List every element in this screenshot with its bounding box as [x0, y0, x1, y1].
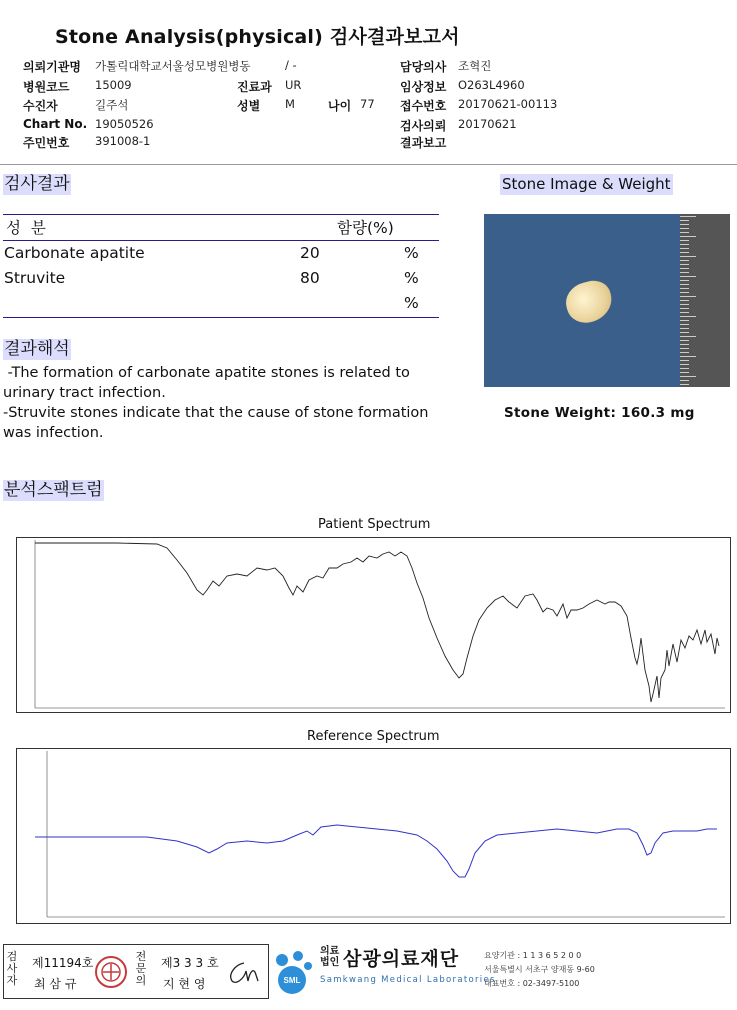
- header-divider: [0, 164, 737, 165]
- ruler-tick: [680, 344, 689, 345]
- amount-column-header: 함량(%): [337, 219, 394, 237]
- ruler-tick: [680, 368, 689, 369]
- sex-label: 성별: [237, 99, 261, 113]
- resident-no-value: 391008-1: [95, 134, 151, 148]
- ruler-tick: [680, 312, 689, 313]
- patient-spectrum-title: Patient Spectrum: [318, 517, 431, 532]
- component-unit: %: [404, 294, 419, 312]
- foundation-name: 삼광의료재단: [343, 948, 460, 970]
- ruler-tick: [680, 296, 696, 297]
- ruler-tick: [680, 380, 689, 381]
- ruler-tick: [680, 220, 689, 221]
- stone-specimen: [562, 277, 617, 328]
- specialist-name: 지 현 영: [163, 977, 206, 991]
- chart-no-label: Chart No.: [23, 117, 88, 131]
- ruler-tick: [680, 236, 696, 237]
- inspector-seal: [93, 954, 129, 990]
- spectrum-section-title: 분석스팩트럼: [4, 480, 103, 500]
- ruler-tick: [680, 336, 696, 337]
- ruler-tick: [680, 340, 689, 341]
- ruler-tick: [680, 320, 689, 321]
- stone-photo: [484, 214, 730, 387]
- ruler-tick: [680, 232, 689, 233]
- component-unit: %: [404, 269, 419, 287]
- patient-spectrum-plot: [16, 537, 731, 713]
- ruler-tick: [680, 308, 689, 309]
- ruler-tick: [680, 256, 696, 257]
- institution-value: 가톨릭대학교서울성모병원병동: [95, 59, 251, 73]
- ruler-tick: [680, 228, 689, 229]
- phone: 대표번호 : 02-3497-5100: [484, 979, 580, 988]
- ruler-tick: [680, 252, 689, 253]
- results-bottom-rule: [3, 317, 439, 318]
- ruler-tick: [680, 240, 689, 241]
- ruler-tick: [680, 272, 689, 273]
- ruler-tick: [680, 376, 696, 377]
- receipt-no-label: 접수번호: [400, 99, 447, 113]
- hospital-code-value: 15009: [95, 78, 132, 92]
- ruler-tick: [680, 304, 689, 305]
- reference-spectrum-svg: [17, 749, 730, 923]
- ruler-tick: [680, 372, 689, 373]
- request-date-value: 20170621: [458, 117, 517, 131]
- receipt-no-value: 20170621-00113: [458, 97, 558, 111]
- ruler-tick: [680, 244, 689, 245]
- results-header-rule: [3, 240, 439, 241]
- ruler-tick: [680, 216, 696, 217]
- chart-no-value: 19050526: [95, 117, 154, 131]
- request-date-label: 검사의뢰: [400, 119, 447, 133]
- patient-spectrum-line: [35, 543, 719, 702]
- resident-no-label: 주민번호: [23, 136, 70, 150]
- ruler-tick: [680, 384, 689, 385]
- component-amount: 20: [300, 244, 320, 262]
- hospital-code-label: 병원코드: [23, 80, 70, 94]
- institution-label: 의뢰기관명: [23, 60, 81, 74]
- patient-value: 길주석: [95, 98, 129, 112]
- ruler-tick: [680, 248, 689, 249]
- component-unit: %: [404, 244, 419, 262]
- ruler-tick: [680, 260, 689, 261]
- ruler-tick: [680, 292, 689, 293]
- address: 서울특별시 서초구 양재동 9-60: [484, 965, 595, 974]
- ruler-tick: [680, 280, 689, 281]
- department-label: 진료과: [237, 80, 272, 94]
- ruler-tick: [680, 268, 689, 269]
- ruler-tick: [680, 224, 689, 225]
- specialist-signature: [224, 957, 262, 987]
- inspector-label: 검사자: [6, 950, 18, 987]
- inspector-license: 제11194호: [32, 956, 94, 970]
- clinical-info-value: O263L4960: [458, 78, 525, 92]
- report-title: Stone Analysis(physical) 검사결과보고서: [55, 26, 460, 48]
- age-label: 나이: [328, 99, 352, 113]
- clinical-info-label: 임상정보: [400, 80, 447, 94]
- sex-value: M: [285, 97, 295, 111]
- reference-spectrum-line: [35, 825, 717, 877]
- results-section-title: 검사결과: [4, 174, 70, 194]
- patient-spectrum-svg: [17, 538, 730, 712]
- ruler-tick: [680, 356, 696, 357]
- ruler-tick: [680, 284, 689, 285]
- age-value: 77: [360, 97, 375, 111]
- ruler: [680, 214, 730, 387]
- ruler-tick: [680, 328, 689, 329]
- interpretation-section-title: 결과해석: [4, 339, 70, 359]
- stone-weight: Stone Weight: 160.3 mg: [504, 405, 695, 421]
- ruler-tick: [680, 352, 689, 353]
- stone-image-section-title: Stone Image & Weight: [502, 175, 671, 193]
- sml-logo: [272, 946, 316, 996]
- ruler-tick: [680, 348, 689, 349]
- foundation-kind: 의료법인: [320, 946, 340, 968]
- component-name: Struvite: [4, 269, 66, 287]
- report-date-label: 결과보고: [400, 136, 447, 150]
- reference-spectrum-title: Reference Spectrum: [307, 729, 440, 744]
- reference-spectrum-plot: [16, 748, 731, 924]
- component-name: Carbonate apatite: [4, 244, 145, 262]
- logo-text: SML: [283, 976, 301, 985]
- component-amount: 80: [300, 269, 320, 287]
- institution-code: 요양기관 : 1 1 3 6 5 2 0 0: [484, 951, 582, 960]
- ruler-tick: [680, 324, 689, 325]
- interpretation-line-1: -The formation of carbonate apatite stones is related to urinary tract infection.: [3, 365, 415, 401]
- inspector-name: 최 삼 규: [34, 977, 77, 991]
- ruler-tick: [680, 264, 689, 265]
- interpretation-line-2: -Struvite stones indicate that the cause of stone formation was infection.: [3, 405, 429, 441]
- ruler-tick: [680, 364, 689, 365]
- specialist-license: 제3 3 3 호: [161, 956, 219, 970]
- results-top-rule: [3, 214, 439, 215]
- ruler-tick: [680, 360, 689, 361]
- signature-box: [3, 944, 269, 999]
- ruler-tick: [680, 276, 696, 277]
- ward-value: / -: [285, 58, 297, 72]
- ruler-tick: [680, 316, 696, 317]
- doctor-value: 조혁진: [458, 59, 492, 73]
- component-column-header: 성 분: [6, 219, 46, 237]
- patient-label: 수진자: [23, 99, 58, 113]
- doctor-label: 담당의사: [400, 60, 447, 74]
- ruler-tick: [680, 300, 689, 301]
- foundation-english: Samkwang Medical Laboratories: [320, 975, 496, 985]
- specialist-label: 전문의: [135, 950, 147, 987]
- ruler-tick: [680, 288, 689, 289]
- ruler-tick: [680, 332, 689, 333]
- department-value: UR: [285, 78, 302, 92]
